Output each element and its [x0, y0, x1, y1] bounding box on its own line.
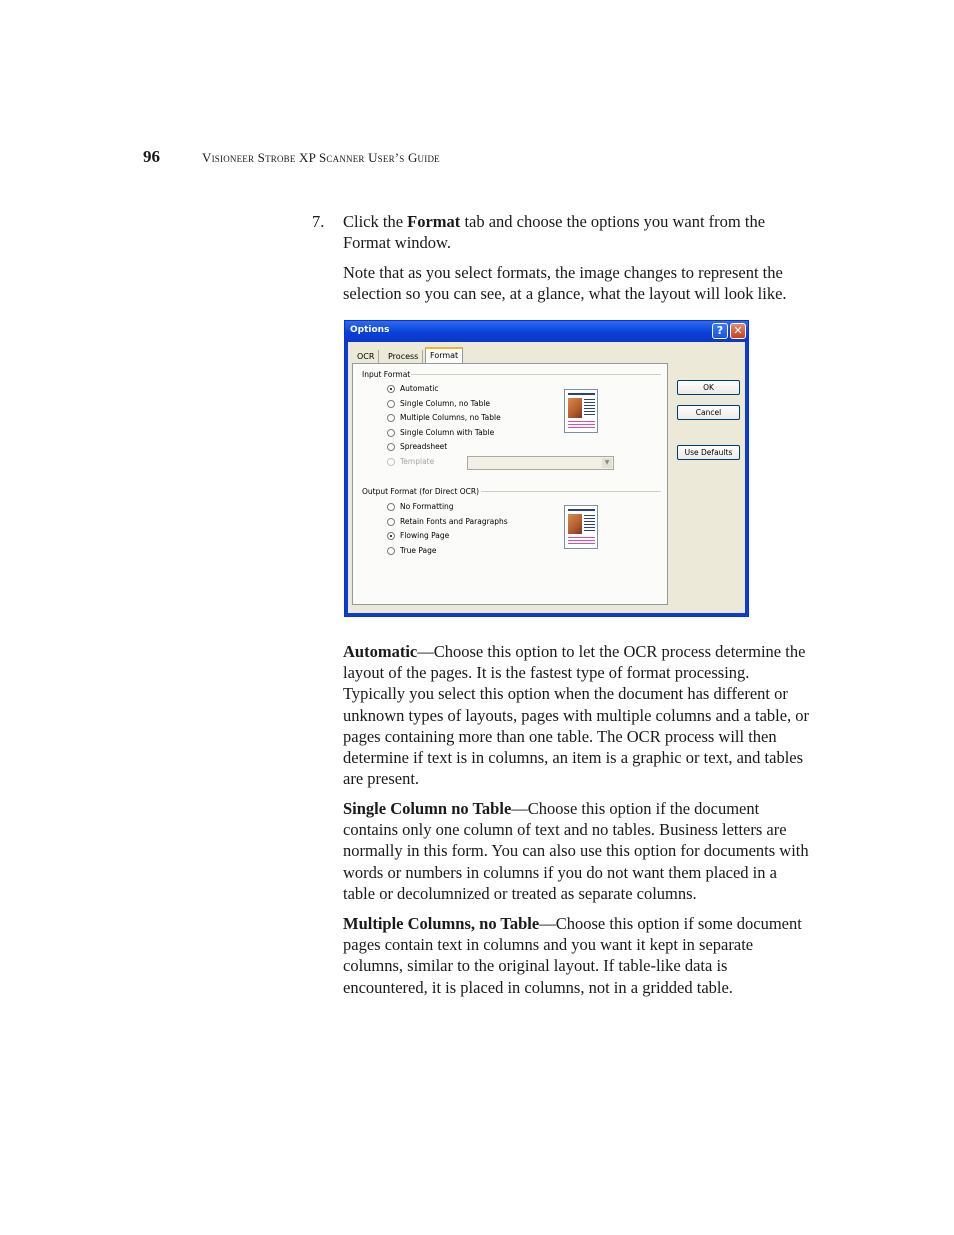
option-label: No Formatting	[400, 502, 454, 511]
cancel-button[interactable]: Cancel	[677, 405, 740, 420]
output-format-label: Output Format (for Direct OCR)	[362, 487, 479, 496]
note-paragraph: Note that as you select formats, the image changes to represent the selection so you can see, at a glance, what the layout will look like.	[343, 263, 787, 304]
tab-ocr[interactable]: OCR	[353, 350, 379, 364]
format-panel	[352, 363, 668, 605]
step-number: 7.	[312, 212, 325, 231]
step-text-after: tab and choose the options you want from the Format window.	[343, 212, 766, 253]
option-label: Multiple Columns, no Table	[400, 413, 501, 422]
step-text	[343, 211, 811, 253]
radio-icon	[387, 458, 395, 466]
multiple-columns-term: Multiple Columns, no Table	[343, 914, 540, 933]
options-dialog	[344, 320, 749, 617]
option-label: Spreadsheet	[400, 442, 448, 451]
radio-icon[interactable]	[387, 414, 395, 422]
output-format-divider	[481, 491, 661, 492]
radio-icon[interactable]	[387, 547, 395, 555]
use-defaults-button[interactable]: Use Defaults	[677, 445, 740, 460]
single-column-description	[343, 798, 811, 904]
option-label: Single Column, no Table	[400, 399, 491, 408]
ok-button[interactable]: OK	[677, 380, 740, 395]
option-label: Automatic	[400, 384, 439, 393]
automatic-text: —Choose this option to let the OCR process determine the layout of the pages. It is the fastest type of format processing. Typically you select this option when the document has different or unknown types of layouts, pages with multiple columns and a table, or pages containing more than one table. The OCR process will then determine if text is in columns, an item is a graphic or text, and tables are present.	[343, 642, 810, 789]
dialog-title: Options	[350, 325, 390, 335]
input-format-preview-icon	[564, 389, 598, 433]
option-label: True Page	[400, 546, 437, 555]
multiple-columns-description	[343, 913, 811, 998]
step-text-bold: Format	[407, 212, 461, 231]
radio-icon[interactable]	[387, 429, 395, 437]
radio-icon[interactable]	[387, 518, 395, 526]
template-select	[467, 456, 614, 470]
radio-icon[interactable]	[387, 443, 395, 451]
single-column-term: Single Column no Table	[343, 799, 512, 818]
multiple-columns-text: —Choose this option if some document pages contain text in columns and you want it kept in separate columns, similar to the original layout. If table-like data is encountered, it is placed in columns, not in a gridded table.	[343, 914, 802, 997]
chevron-down-icon: ▼	[602, 458, 612, 468]
option-label: Single Column with Table	[400, 428, 495, 437]
option-label: Flowing Page	[400, 531, 450, 540]
radio-icon[interactable]	[387, 385, 395, 393]
radio-icon[interactable]	[387, 503, 395, 511]
automatic-term: Automatic	[343, 642, 418, 661]
radio-icon[interactable]	[387, 532, 395, 540]
close-icon[interactable]: ✕	[730, 323, 746, 339]
automatic-description	[343, 641, 811, 789]
radio-icon[interactable]	[387, 400, 395, 408]
input-format-divider	[411, 374, 661, 375]
running-title: Visioneer Strobe XP Scanner User’s Guide	[202, 150, 440, 165]
tab-process[interactable]: Process	[384, 350, 423, 364]
input-format-label: Input Format	[362, 370, 411, 379]
step-text-before: Click the	[343, 212, 408, 231]
help-icon[interactable]: ?	[712, 323, 728, 339]
option-label: Template	[400, 457, 435, 466]
dialog-titlebar	[345, 321, 748, 342]
output-format-preview-icon	[564, 505, 598, 549]
option-label: Retain Fonts and Paragraphs	[400, 517, 508, 526]
single-column-text: —Choose this option if the document contains only one column of text and no tables. Business letters are normally in this form. You can also use this option for documents with words or numbers in columns if you do not want them placed in a table or decolumnized or treated as separate columns.	[343, 799, 809, 903]
tab-format[interactable]: Format	[425, 347, 463, 366]
page-number: 96	[143, 147, 160, 166]
